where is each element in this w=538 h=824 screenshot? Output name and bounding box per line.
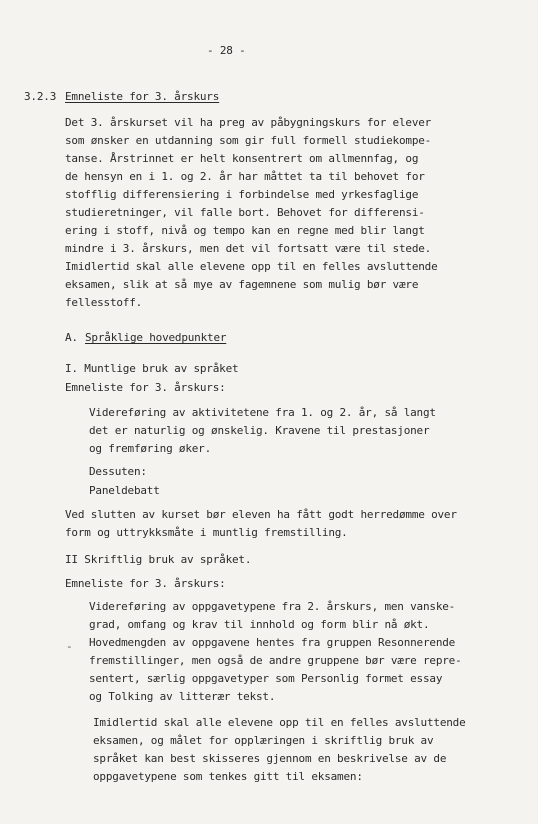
part-ii-block2-line: eksamen, og målet for opplæringen i skriftlig bruk av — [93, 734, 434, 747]
part-a-label: A. — [65, 331, 78, 344]
part-ii-block2-line: Imidlertid skal alle elevene opp til en felles avsluttende — [93, 716, 466, 729]
intro-line: Det 3. årskurset vil ha preg av påbygningskurs for elever — [65, 116, 432, 129]
part-i-closing-line: form og uttrykksmåte i muntlig fremstilling. — [65, 526, 348, 539]
intro-line: stofflig differensiering i forbindelse med yrkesfaglige — [65, 188, 419, 201]
margin-dash-mark: - — [66, 640, 73, 653]
part-ii-heading: II Skriftlig bruk av språket. — [65, 553, 252, 566]
intro-line: Imidlertid skal alle elevene opp til en felles avsluttende — [65, 260, 438, 273]
intro-line: studieretninger, vil falle bort. Behovet for differensi- — [65, 206, 425, 219]
part-ii-block-line: Hovedmengden av oppgavene hentes fra gruppen Resonnerende — [89, 636, 456, 649]
page-number: - 28 - — [207, 44, 246, 57]
part-i-block-line: Videreføring av aktivitetene fra 1. og 2. år, så langt — [89, 406, 436, 419]
part-i-heading: I. Muntlige bruk av språket — [65, 362, 239, 375]
paneldebatt-label: Paneldebatt — [89, 484, 160, 497]
part-ii-block-line: sentert, særlig oppgavetyper som Personlig formet essay — [89, 672, 443, 685]
dessuten-label: Dessuten: — [89, 465, 147, 478]
intro-line: som ønsker en utdanning som gir full formell studiekompe- — [65, 134, 432, 147]
part-ii-block-line: Videreføring av oppgavetypene fra 2. årskurs, men vanske- — [89, 600, 456, 613]
part-i-closing-line: Ved slutten av kurset bør eleven ha fått godt herredømme over — [65, 508, 457, 521]
part-i-emneliste: Emneliste for 3. årskurs: — [65, 381, 226, 394]
part-ii-emneliste: Emneliste for 3. årskurs: — [65, 577, 226, 590]
part-ii-block-line: fremstillinger, men også de andre gruppene bør være repre- — [89, 654, 462, 667]
part-a-title: Språklige hovedpunkter — [85, 331, 227, 344]
intro-line: fellesstoff. — [65, 296, 143, 309]
intro-line: mindre i 3. årskurs, men det vil fortsatt være til stede. — [65, 242, 432, 255]
part-ii-block2-line: oppgavetypene som tenkes gitt til eksamen: — [93, 770, 363, 783]
part-ii-block-line: grad, omfang og krav til innhold og form blir nå økt. — [89, 618, 430, 631]
part-i-block-line: det er naturlig og ønskelig. Kravene til prestasjoner — [89, 424, 430, 437]
intro-line: ering i stoff, nivå og tempo kan en regne med blir langt — [65, 224, 425, 237]
section-number: 3.2.3 — [24, 90, 57, 103]
part-ii-block-line: og Tolking av litterær tekst. — [89, 690, 276, 703]
part-ii-block2-line: språket kan best skisseres gjennom en beskrivelse av de — [93, 752, 447, 765]
intro-line: de hensyn en i 1. og 2. år har måttet ta til behovet for — [65, 170, 425, 183]
section-title: Emneliste for 3. årskurs — [65, 90, 220, 103]
intro-line: eksamen, slik at så mye av fagemnene som mulig bør være — [65, 278, 419, 291]
intro-line: tanse. Årstrinnet er helt konsentrert om allmennfag, og — [65, 152, 419, 165]
part-i-block-line: og fremføring øker. — [89, 442, 212, 455]
